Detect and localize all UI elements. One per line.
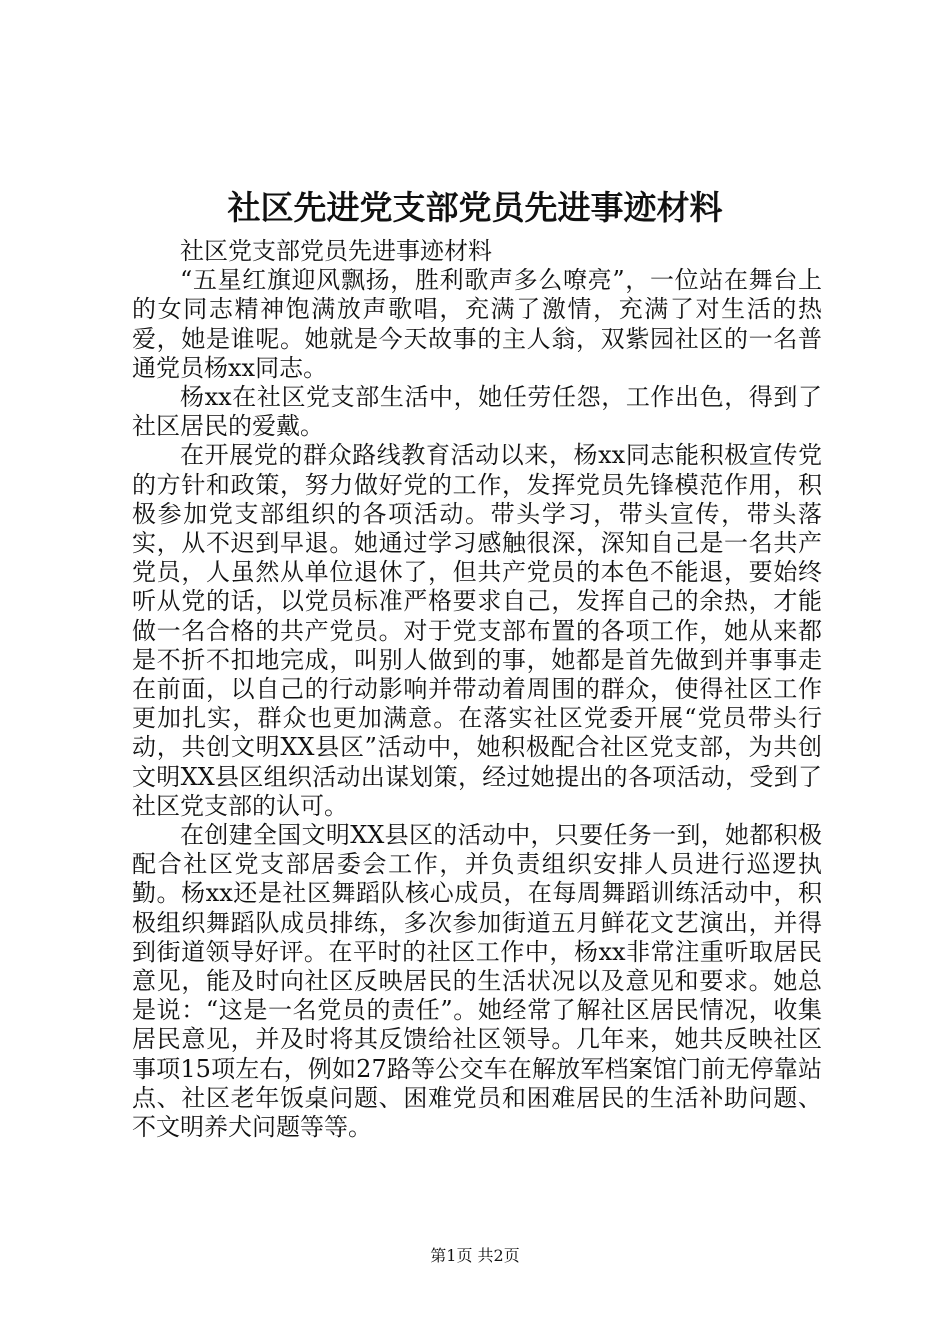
document-title: 社区先进党支部党员先进事迹材料: [227, 188, 723, 227]
paragraph: 在创建全国文明XX县区的活动中，只要任务一到，她都积极配合社区党支部居委会工作，并负责组织安排人员进行巡逻执勤。杨xx还是社区舞蹈队核心成员，在每周舞蹈训练活动中，积极组织舞蹈队成员排练，多次参加街道五月鲜花文艺演出，并得到街道领导好评。在平时的社区工作中，杨xx非常注重听取居民意见，能及时向社区反映居民的生活状况以及意见和要求。她总是说：“这是一名党员的责任”。她经常了解社区居民情况，收集居民意见，并及时将其反馈给社区领导。几年来，她共反映社区事项15项左右，例如27路等公交车在解放军档案馆门前无停靠站点、社区老年饭桌问题、困难党员和困难居民的生活补助问题、不文明养犬问题等等。: [132, 821, 822, 1142]
page-number-footer: 第1页 共2页: [430, 1246, 520, 1265]
paragraph: 杨xx在社区党支部生活中，她任劳任怨，工作出色，得到了社区居民的爱戴。: [132, 383, 822, 441]
paragraph: 社区党支部党员先进事迹材料: [180, 237, 492, 265]
paragraph: 在开展党的群众路线教育活动以来，杨xx同志能积极宣传党的方针和政策，努力做好党的工作，发挥党员先锋模范作用，积极参加党支部组织的各项活动。带头学习，带头宣传，带头落实，从不迟到早退。她通过学习感触很深，深知自己是一名共产党员，人虽然从单位退休了，但共产党员的本色不能退，要始终听从党的话，以党员标准严格要求自己，发挥自己的余热，才能做一名合格的共产党员。对于党支部布置的各项工作，她从来都是不折不扣地完成，叫别人做到的事，她都是首先做到并事事走在前面，以自己的行动影响并带动着周围的群众，使得社区工作更加扎实，群众也更加满意。在落实社区党委开展“党员带头行动，共创文明XX县区”活动中，她积极配合社区党支部，为共创文明XX县区组织活动出谋划策，经过她提出的各项活动，受到了社区党支部的认可。: [132, 441, 822, 820]
paragraph: “五星红旗迎风飘扬，胜利歌声多么嘹亮”，一位站在舞台上的女同志精神饱满放声歌唱，充满了激情，充满了对生活的热爱，她是谁呢。她就是今天故事的主人翁，双紫园社区的一名普通党员杨xx同志。: [132, 266, 822, 382]
document-body: [132, 237, 822, 1142]
